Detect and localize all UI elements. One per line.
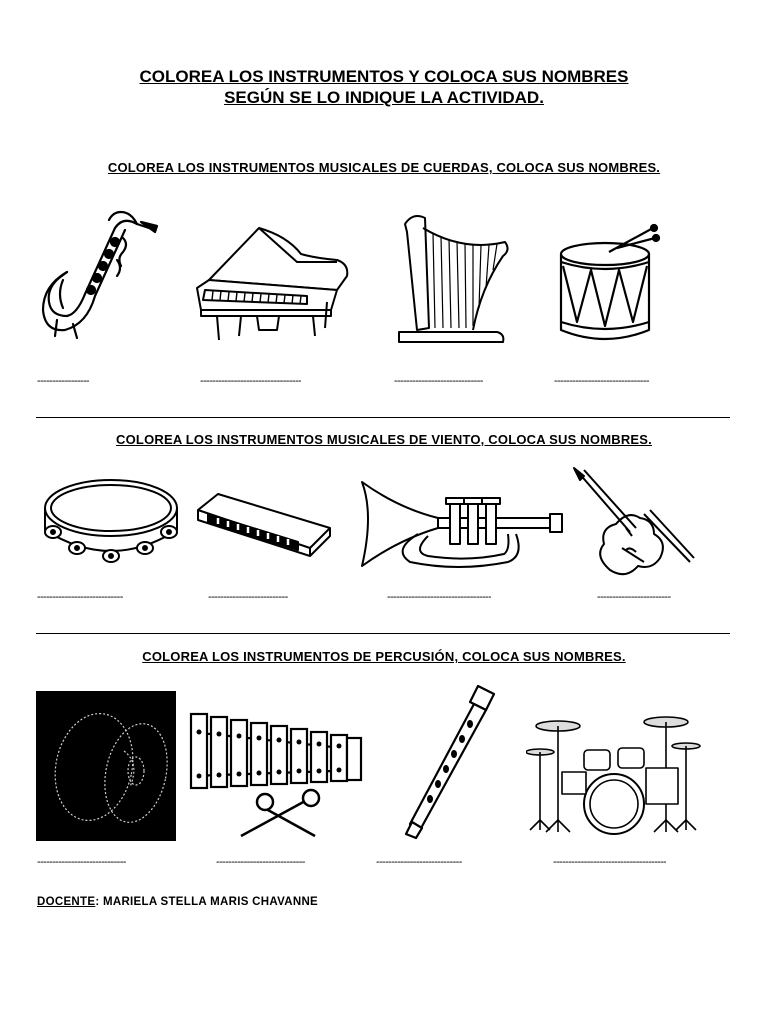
harp-icon: [393, 208, 518, 348]
grand-piano-icon: [187, 218, 357, 346]
section-divider: [36, 417, 730, 418]
harmonica-icon: [194, 488, 334, 560]
teacher-label: DOCENTE: [37, 896, 96, 908]
answer-blank[interactable]: -------------------------------------: [553, 856, 667, 868]
answer-blank[interactable]: --------------------------: [208, 591, 288, 603]
title-line-2: SEGÚN SE LO INDIQUE LA ACTIVIDAD.: [224, 88, 544, 107]
saxophone-icon: [37, 198, 162, 346]
tambourine-icon: [37, 472, 185, 574]
trumpet-icon: [358, 474, 568, 574]
answer-blank[interactable]: -----------------------------: [394, 375, 483, 387]
answer-blank[interactable]: -----------------------------: [216, 856, 305, 868]
section-heading-percussion: COLOREA LOS INSTRUMENTOS DE PERCUSIÓN, COLOCA SUS NOMBRES.: [142, 649, 626, 664]
answer-blank[interactable]: ------------------------: [597, 591, 671, 603]
cymbals-icon: [36, 691, 176, 841]
answer-blank[interactable]: -----------------: [37, 375, 90, 387]
section-divider: [36, 633, 730, 634]
answer-blank[interactable]: ----------------------------: [376, 856, 462, 868]
drum-kit-icon: [526, 712, 704, 840]
answer-blank[interactable]: -------------------------------: [554, 375, 649, 387]
answer-blank[interactable]: -----------------------------: [37, 856, 126, 868]
xylophone-icon: [187, 710, 365, 840]
teacher-separator: :: [95, 896, 100, 908]
answer-blank[interactable]: ---------------------------------: [200, 375, 302, 387]
answer-blank[interactable]: ----------------------------: [37, 591, 123, 603]
snare-drum-icon: [555, 218, 660, 346]
section-heading-wind: COLOREA LOS INSTRUMENTOS MUSICALES DE VIENTO, COLOCA SUS NOMBRES.: [116, 432, 652, 447]
violin-icon: [570, 466, 698, 580]
answer-blank[interactable]: ----------------------------------: [387, 591, 492, 603]
title-line-1: COLOREA LOS INSTRUMENTOS Y COLOCA SUS NOMBRES: [139, 67, 629, 86]
recorder-flute-icon: [400, 684, 500, 842]
worksheet-title: [0, 66, 768, 108]
teacher-name: MARIELA STELLA MARIS CHAVANNE: [99, 896, 319, 908]
teacher-signature-line: [37, 896, 318, 908]
section-heading-strings: COLOREA LOS INSTRUMENTOS MUSICALES DE CUERDAS, COLOCA SUS NOMBRES.: [107, 160, 661, 175]
